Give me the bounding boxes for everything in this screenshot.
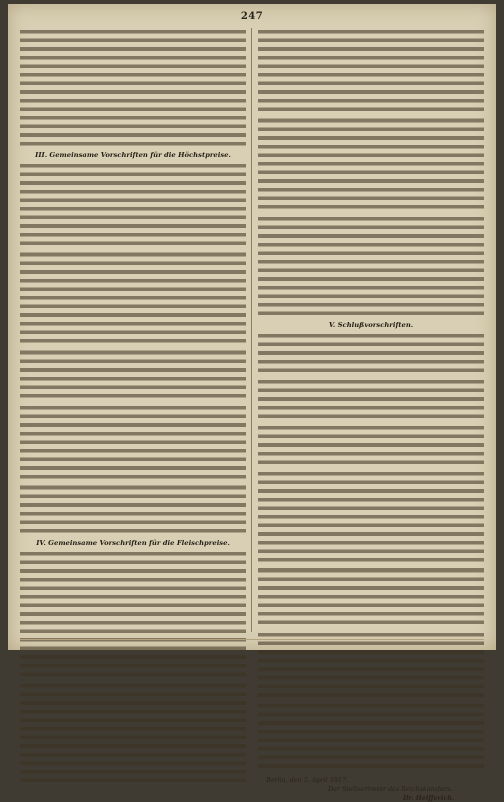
paragraph-text-lines [20, 682, 246, 785]
paragraph-text-lines [20, 550, 246, 679]
section-heading: V. Schlußvorschriften. [328, 320, 414, 329]
paragraph-text-lines [258, 332, 484, 375]
signature-office: Der Stellvertreter des Reichskanzlers. [328, 785, 453, 793]
paragraph [258, 702, 484, 771]
paragraph-text-lines [20, 162, 246, 248]
column-divider [251, 28, 252, 632]
page-number: 247 [240, 11, 264, 22]
paragraph-text-lines [258, 470, 484, 565]
paragraph-text-lines [258, 567, 484, 627]
page-bottom-rule [20, 639, 484, 644]
paragraph [20, 404, 246, 481]
section-heading: IV. Gemeinsame Vorschriften für die Fleischpreise. [36, 538, 230, 547]
signature-place-date: Berlin, den 5. April 1917. [266, 776, 349, 784]
paragraph-text-lines [258, 702, 484, 771]
paragraph-text-lines [258, 378, 484, 421]
left-column [20, 28, 246, 788]
paragraph [20, 28, 246, 148]
paragraph [258, 215, 484, 318]
paragraph [20, 349, 246, 401]
paragraph [258, 332, 484, 375]
paragraph-text-lines [258, 28, 484, 114]
paragraph-text-lines [20, 484, 246, 536]
paragraph [20, 682, 246, 785]
paragraph [20, 251, 246, 346]
document-page [8, 4, 496, 802]
right-column [258, 28, 484, 774]
paragraph [20, 550, 246, 679]
paragraph-text-lines [258, 215, 484, 318]
paragraph-text-lines [258, 424, 484, 467]
paragraph-text-lines [258, 117, 484, 212]
paragraph [258, 28, 484, 114]
paragraph-text-lines [20, 349, 246, 401]
paragraph-text-lines [20, 251, 246, 346]
paragraph [258, 117, 484, 212]
paragraph [258, 567, 484, 627]
paragraph-text-lines [20, 404, 246, 481]
signature-name: Dr. Helfferich. [403, 794, 455, 802]
paragraph [20, 484, 246, 536]
paragraph [258, 378, 484, 421]
paragraph-text-lines [20, 28, 246, 148]
paragraph [20, 162, 246, 248]
paragraph [258, 424, 484, 467]
paragraph [258, 470, 484, 565]
section-heading: III. Gemeinsame Vorschriften für die Höchstpreise. [35, 151, 231, 160]
